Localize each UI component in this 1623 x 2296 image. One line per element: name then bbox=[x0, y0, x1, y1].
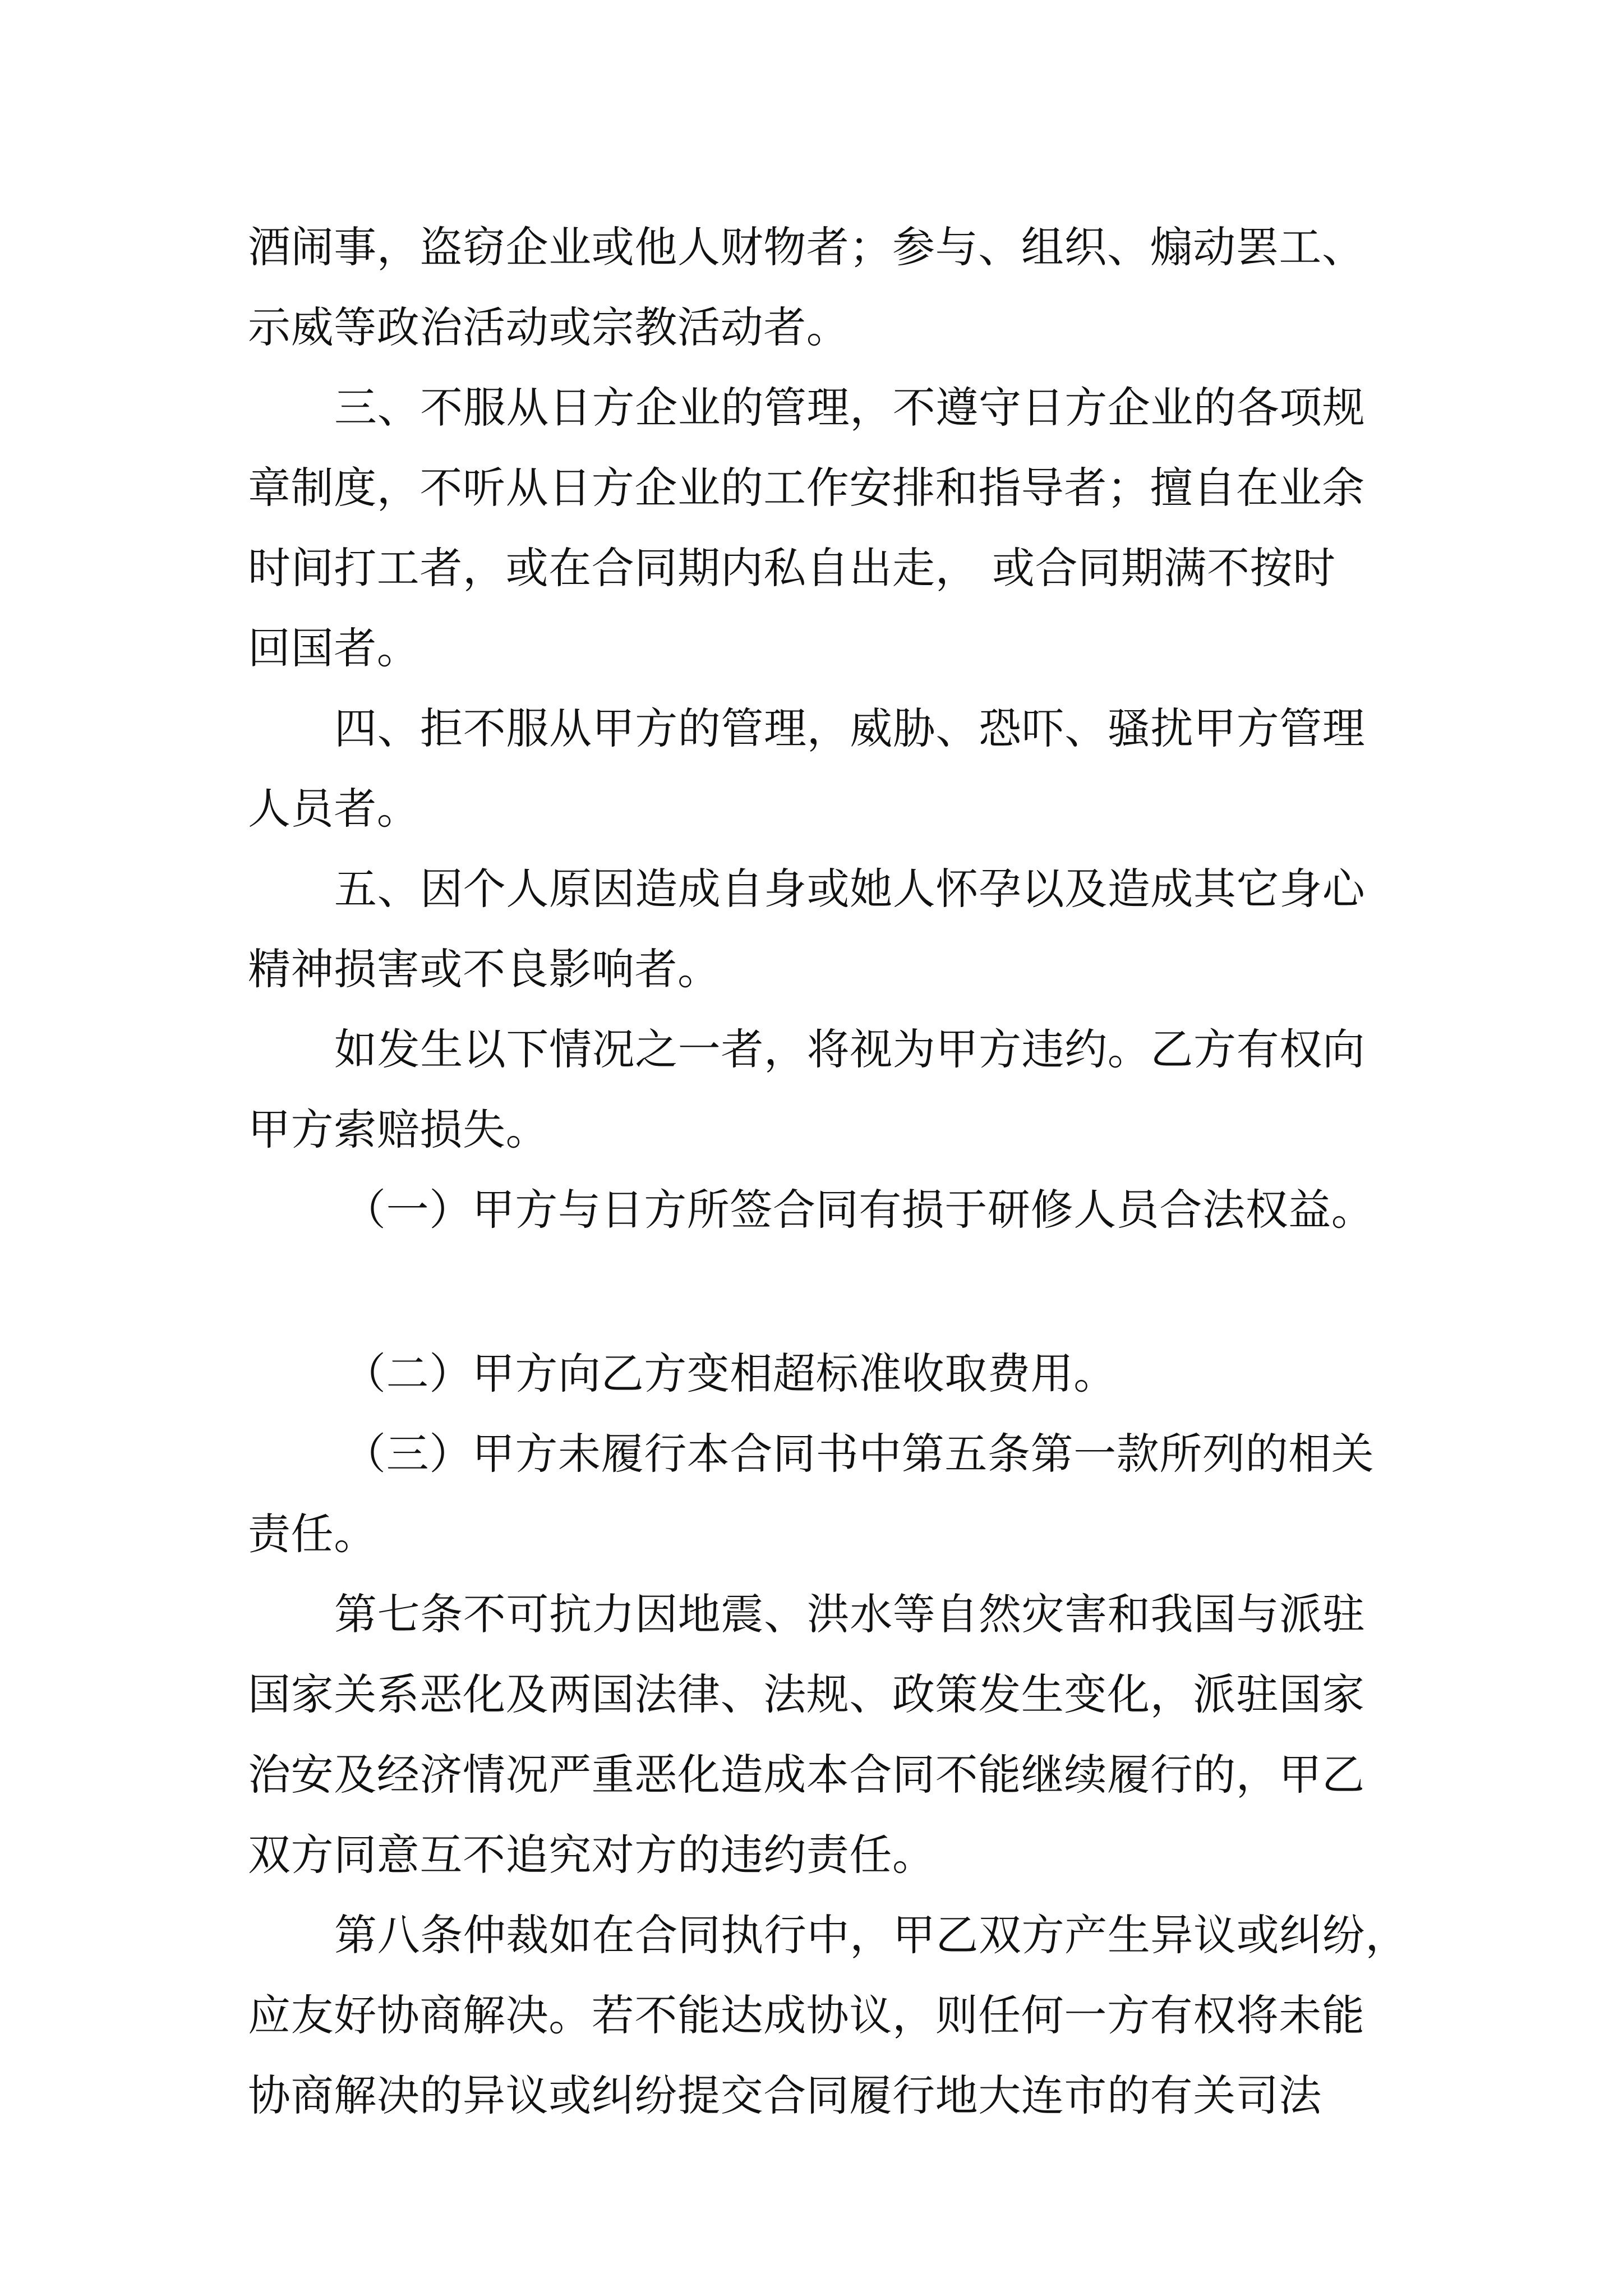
text-line: 双方同意互不追究对方的违约责任。 bbox=[248, 1830, 935, 1880]
text-line: 四、拒不服从甲方的管理，威胁、恐吓、骚扰甲方管理 bbox=[334, 703, 1366, 753]
text-line: 第八条仲裁如在合同执行中，甲乙双方产生异议或纠纷， bbox=[334, 1910, 1408, 1960]
text-line: 回国者。 bbox=[248, 623, 420, 673]
text-line: 时间打工者，或在合同期内私自出走， 或合同期满不按时 bbox=[248, 543, 1336, 593]
text-line: 酒闹事，盗窃企业或他人财物者；参与、组织、煽动罢工、 bbox=[248, 222, 1365, 272]
text-line: 章制度，不听从日方企业的工作安排和指导者；擅自在业余 bbox=[248, 463, 1365, 513]
text-line: 应友好协商解决。若不能达成协议，则任何一方有权将未能 bbox=[248, 1990, 1365, 2040]
text-line: （一）甲方与日方所签合同有损于研修人员合法权益。 bbox=[343, 1185, 1375, 1235]
text-line: 国家关系恶化及两国法律、法规、政策发生变化，派驻国家 bbox=[248, 1669, 1365, 1719]
text-line: 治安及经济情况严重恶化造成本合同不能继续履行的，甲乙 bbox=[248, 1750, 1365, 1800]
text-line: 协商解决的异议或纠纷提交合同履行地大连市的有关司法 bbox=[248, 2070, 1322, 2120]
text-line: （三）甲方未履行本合同书中第五条第一款所列的相关 bbox=[343, 1429, 1375, 1479]
text-line: 如发生以下情况之一者，将视为甲方违约。乙方有权向 bbox=[334, 1024, 1366, 1074]
text-line: 人员者。 bbox=[248, 784, 420, 834]
text-line: 三、不服从日方企业的管理，不遵守日方企业的各项规 bbox=[334, 383, 1366, 432]
text-line: 甲方索赔损失。 bbox=[248, 1105, 549, 1154]
text-line: 第七条不可抗力因地震、洪水等自然灾害和我国与派驻 bbox=[334, 1589, 1366, 1639]
text-line: （二）甲方向乙方变相超标准收取费用。 bbox=[343, 1349, 1117, 1398]
text-line: 责任。 bbox=[248, 1509, 377, 1559]
text-line: 五、因个人原因造成自身或她人怀孕以及造成其它身心 bbox=[334, 864, 1366, 914]
text-line: 示威等政治活动或宗教活动者。 bbox=[248, 302, 850, 352]
text-line: 精神损害或不良影响者。 bbox=[248, 944, 721, 994]
